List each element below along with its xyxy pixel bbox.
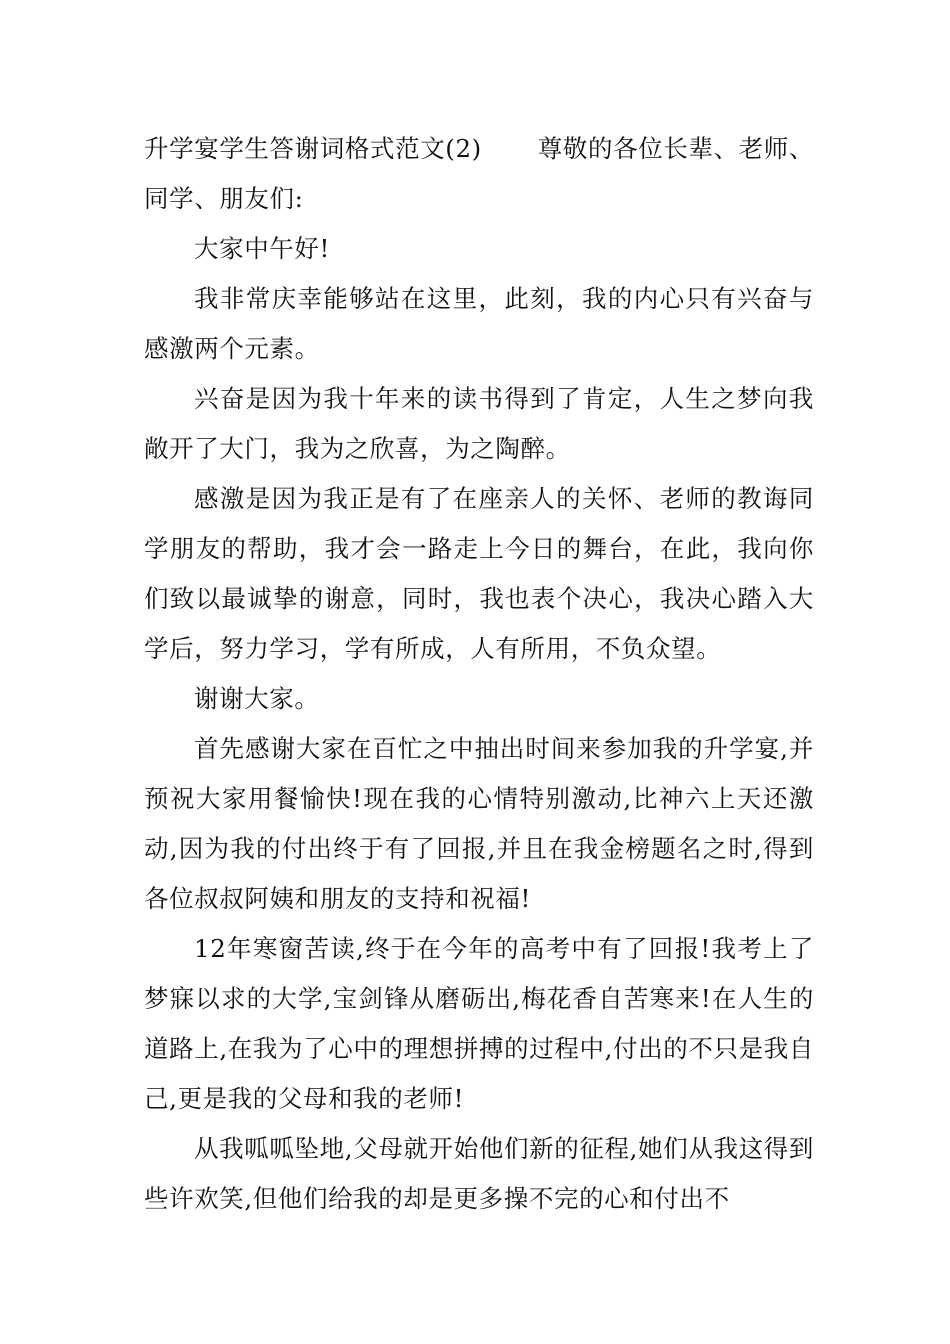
paragraph: 首先感谢大家在百忙之中抽出时间来参加我的升学宴,并预祝大家用餐愉快!现在我的心情特别激动,比神六上天还激动,因为我的付出终于有了回报,并且在我金榜题名之时,得到各位叔叔阿姨和朋友的支持和祝福! <box>144 734 814 913</box>
paragraph: 12年寒窗苦读,终于在今年的高考中有了回报!我考上了梦寐以求的大学,宝剑锋从磨砺出,梅花香自苦寒来!在人生的道路上,在我为了心中的理想拼搏的过程中,付出的不只是我自己,更是我的父母和我的老师! <box>144 934 814 1113</box>
document-title: 升学宴学生答谢词格式范文(2) <box>144 134 482 163</box>
heading-line <box>144 124 814 224</box>
paragraph: 我非常庆幸能够站在这里，此刻，我的内心只有兴奋与感激两个元素。 <box>144 284 814 363</box>
salutation: 尊敬的各位长辈、老师、同学、朋友们: <box>144 134 815 213</box>
paragraph-thanks: 谢谢大家。 <box>194 684 320 713</box>
document-body <box>144 124 814 1224</box>
paragraph-greeting: 大家中午好! <box>194 234 330 263</box>
paragraph: 感激是因为我正是有了在座亲人的关怀、老师的教诲同学朋友的帮助，我才会一路走上今日的舞台，在此，我向你们致以最诚挚的谢意，同时，我也表个决心，我决心踏入大学后，努力学习，学有所成，人有所用，不负众望。 <box>144 484 814 663</box>
paragraph: 从我呱呱坠地,父母就开始他们新的征程,她们从我这得到些许欢笑,但他们给我的却是更多操不完的心和付出不 <box>144 1134 814 1213</box>
paragraph: 兴奋是因为我十年来的读书得到了肯定，人生之梦向我敞开了大门，我为之欣喜，为之陶醉。 <box>144 384 814 463</box>
